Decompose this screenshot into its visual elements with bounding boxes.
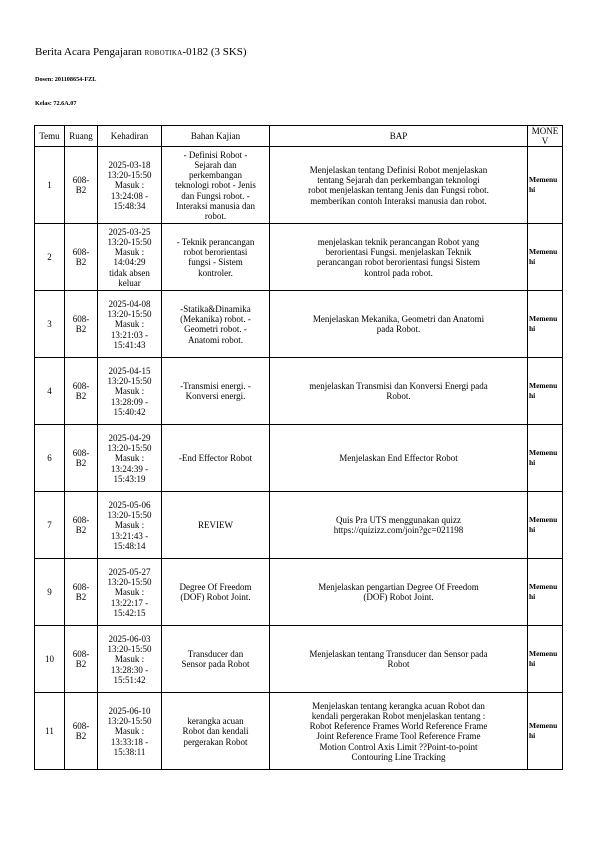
column-header-ruang: Ruang (65, 126, 98, 147)
cell-monev: Memenuhi (528, 626, 563, 693)
cell-temu: 6 (35, 425, 65, 492)
cell-ruang: 608- B2 (65, 626, 98, 693)
table-row (35, 291, 563, 358)
document-title (35, 46, 247, 58)
cell-kehadiran: 2025-04-15 13:20-15:50 Masuk : 13:28:09 - 15:40:42 (98, 358, 162, 425)
attendance-table (34, 125, 563, 770)
cell-temu: 2 (35, 224, 65, 291)
cell-bap: Menjelaskan tentang Transducer dan Sensor pada Robot (270, 626, 528, 693)
table-row (35, 693, 563, 770)
cell-kehadiran: 2025-04-08 13:20-15:50 Masuk : 13:21:03 - 15:41:43 (98, 291, 162, 358)
cell-bap: Menjelaskan pengartian Degree Of Freedom (DOF) Robot Joint. (270, 559, 528, 626)
cell-monev: Memenuhi (528, 147, 563, 224)
cell-kehadiran: 2025-04-29 13:20-15:50 Masuk : 13:24:39 - 15:43:19 (98, 425, 162, 492)
title-course: ROBOTIKA (144, 49, 183, 57)
cell-temu: 4 (35, 358, 65, 425)
cell-bahan-kajian: -End Effector Robot (162, 425, 270, 492)
table-row (35, 147, 563, 224)
cell-ruang: 608- B2 (65, 358, 98, 425)
cell-temu: 7 (35, 492, 65, 559)
cell-ruang: 608- B2 (65, 224, 98, 291)
cell-monev: Memenuhi (528, 492, 563, 559)
cell-temu: 1 (35, 147, 65, 224)
cell-ruang: 608- B2 (65, 147, 98, 224)
cell-kehadiran: 2025-05-27 13:20-15:50 Masuk : 13:22:17 - 15:42:15 (98, 559, 162, 626)
cell-ruang: 608- B2 (65, 425, 98, 492)
table-row (35, 626, 563, 693)
cell-ruang: 608- B2 (65, 291, 98, 358)
cell-bahan-kajian: REVIEW (162, 492, 270, 559)
title-suffix: -0182 (3 SKS) (182, 46, 247, 58)
cell-bahan-kajian: -Transmisi energi. - Konversi energi. (162, 358, 270, 425)
cell-bahan-kajian: - Teknik perancangan robot berorientasi fungsi - Sistem kontroler. (162, 224, 270, 291)
cell-temu: 11 (35, 693, 65, 770)
cell-ruang: 608- B2 (65, 693, 98, 770)
cell-bahan-kajian: -Statika&Dinamika (Mekanika) robot. - Geometri robot. - Anatomi robot. (162, 291, 270, 358)
table-row (35, 425, 563, 492)
table-row (35, 224, 563, 291)
cell-kehadiran: 2025-03-25 13:20-15:50 Masuk : 14:04:29 tidak absen keluar (98, 224, 162, 291)
cell-kehadiran: 2025-06-03 13:20-15:50 Masuk : 13:28:30 - 15:51:42 (98, 626, 162, 693)
table-header-row (35, 126, 563, 147)
cell-bap: Quis Pra UTS menggunakan quizz https://quizizz.com/join?gc=021198 (270, 492, 528, 559)
cell-ruang: 608- B2 (65, 559, 98, 626)
column-header-bap: BAP (270, 126, 528, 147)
cell-bap: menjelaskan Transmisi dan Konversi Energi pada Robot. (270, 358, 528, 425)
column-header-monev: MONEV (528, 126, 563, 147)
cell-kehadiran: 2025-06-10 13:20-15:50 Masuk : 13:33:18 - 15:38:11 (98, 693, 162, 770)
cell-bap: Menjelaskan tentang kerangka acuan Robot dan kendali pergerakan Robot menjelaskan tentang : Robot Reference Frames World Reference Frame Joint Reference Frame Tool Reference Frame Motion Control Axis Limit ??Point-to-point Contouring Line Tracking (270, 693, 528, 770)
column-header-temu: Temu (35, 126, 65, 147)
cell-bap: menjelaskan teknik perancangan Robot yang berorientasi Fungsi. menjelaskan Teknik perancangan robot berorientasi fungsi Sistem kontrol pada robot. (270, 224, 528, 291)
cell-bahan-kajian: kerangka acuan Robot dan kendali pergerakan Robot (162, 693, 270, 770)
cell-monev: Memenuhi (528, 291, 563, 358)
cell-temu: 9 (35, 559, 65, 626)
cell-bap: Menjelaskan End Effector Robot (270, 425, 528, 492)
cell-bap: Menjelaskan tentang Definisi Robot menjelaskan tentang Sejarah dan perkembangan teknologi robot menjelaskan tentang Jenis dan Fungsi robot. memberikan contoh Interaksi manusia dan robot. (270, 147, 528, 224)
column-header-bahan-kajian: Bahan Kajian (162, 126, 270, 147)
cell-temu: 3 (35, 291, 65, 358)
cell-monev: Memenuhi (528, 224, 563, 291)
table-row (35, 358, 563, 425)
column-header-kehadiran: Kehadiran (98, 126, 162, 147)
cell-ruang: 608- B2 (65, 492, 98, 559)
cell-monev: Memenuhi (528, 358, 563, 425)
title-prefix: Berita Acara Pengajaran (35, 46, 142, 58)
cell-kehadiran: 2025-05-06 13:20-15:50 Masuk : 13:21:43 - 15:48:14 (98, 492, 162, 559)
cell-kehadiran: 2025-03-18 13:20-15:50 Masuk : 13:24:08 - 15:48:34 (98, 147, 162, 224)
table-row (35, 559, 563, 626)
class-id: Kelas: 72.6A.07 (35, 100, 77, 107)
cell-monev: Memenuhi (528, 425, 563, 492)
table-row (35, 492, 563, 559)
cell-monev: Memenuhi (528, 559, 563, 626)
cell-temu: 10 (35, 626, 65, 693)
cell-bap: Menjelaskan Mekanika, Geometri dan Anatomi pada Robot. (270, 291, 528, 358)
cell-bahan-kajian: Degree Of Freedom (DOF) Robot Joint. (162, 559, 270, 626)
cell-bahan-kajian: - Definisi Robot - Sejarah dan perkembangan teknologi robot - Jenis dan Fungsi robot. - Interaksi manusia dan robot. (162, 147, 270, 224)
cell-bahan-kajian: Transducer dan Sensor pada Robot (162, 626, 270, 693)
lecturer-id: Dosen: 201108654-FZL (35, 76, 97, 83)
cell-monev: Memenuhi (528, 693, 563, 770)
